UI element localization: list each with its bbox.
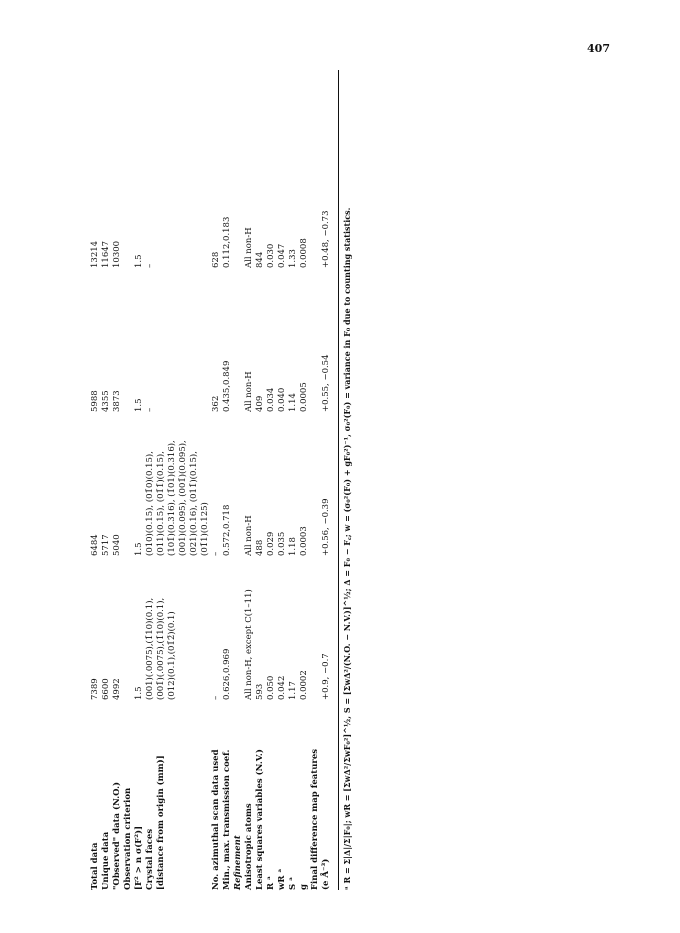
row-label: S ᵃ (288, 876, 298, 890)
row-label: No. azimuthal scan data used (211, 749, 221, 890)
table-cell: 0.0008 (299, 238, 309, 268)
table-cell (200, 570, 211, 700)
table-cell (156, 138, 167, 268)
row-label: Crystal faces (145, 828, 155, 890)
table-cell: 5040 (112, 534, 122, 556)
table-cell: 1.5 (134, 254, 144, 268)
table-cell: 10300 (112, 240, 122, 268)
row-label (189, 714, 200, 890)
row-label: Unique data (101, 831, 111, 890)
row-label: (e Å⁻³) (321, 858, 331, 890)
row-label: Final difference map features (310, 748, 320, 890)
table-cell: 593 (255, 683, 265, 700)
table-cell: 0.572,0.718 (222, 504, 232, 556)
table-cell: 5717 (101, 534, 111, 556)
table-cell: 0.0005 (299, 382, 309, 412)
table-cell: 0.047 (277, 243, 287, 268)
table-cell: 1.5 (134, 542, 144, 556)
table-cell: 0.042 (277, 675, 287, 700)
table-cell: All non-H (244, 515, 254, 556)
rotated-table (90, 70, 650, 890)
table-cell (167, 282, 178, 412)
row-label: Total data (90, 842, 100, 890)
table-cell: (001)(0.095), (001̄)(0.095), (178, 440, 188, 556)
table-cell: 4355 (101, 390, 111, 412)
table-cell: 1.5 (134, 686, 144, 700)
table-cell: 362 (211, 395, 221, 412)
table-cell: 5988 (90, 390, 100, 412)
row-label: Observation criterion (123, 787, 133, 890)
table-cell (123, 426, 134, 556)
row-label: [F² > n σ(F²)] (134, 825, 144, 890)
table-cell: – (145, 263, 155, 268)
table-cell (123, 138, 134, 268)
row-label: "Observed" data (N.O.) (112, 781, 122, 890)
row-label: Refinement (233, 835, 243, 890)
row-label: Least squares variables (N.V.) (255, 749, 265, 890)
row-label (178, 714, 189, 890)
table-cell (200, 282, 211, 412)
table-cell: 844 (255, 251, 265, 268)
table-cell: +0.55, −0.54 (321, 354, 331, 412)
table-cell: 409 (255, 395, 265, 412)
table-cell: 7389 (90, 678, 100, 700)
table-cell (310, 570, 321, 700)
table-cell (233, 282, 244, 412)
table-cell: 11647 (101, 240, 111, 268)
table-cell: (101̄)(0.316), (1̄01)(0.316), (167, 440, 177, 556)
table-cell: – (211, 695, 221, 700)
table-cell: (001)(.0075),(1̄10)(0.1), (145, 597, 155, 700)
table-cell: 488 (255, 539, 265, 556)
row-label (167, 714, 178, 890)
table-cell: 6600 (101, 678, 111, 700)
table-cell: 0.0002 (299, 670, 309, 700)
table-cell: 0.626,0.969 (222, 648, 232, 700)
row-label: Min., max. transmission coef. (222, 749, 232, 890)
table-cell: (021)(0.16), (011̄)(0.15), (189, 451, 199, 556)
data-table (90, 70, 332, 890)
row-label: wR ᵃ (277, 868, 287, 890)
table-cell: 1.5 (134, 398, 144, 412)
table-bottom-rule (338, 70, 339, 890)
table-cell: 13214 (90, 240, 100, 268)
table-cell: 1.18 (288, 537, 298, 556)
table-cell: 4992 (112, 678, 122, 700)
table-cell: (010)(0.15), (01̄0)(0.15), (145, 451, 155, 556)
table-cell: +0.48, −0.73 (321, 210, 331, 268)
table-cell: – (211, 551, 221, 556)
table-cell (178, 570, 189, 700)
table-cell: 0.029 (266, 531, 276, 556)
table-cell (310, 282, 321, 412)
table-cell: 0.0003 (299, 526, 309, 556)
table-cell (310, 426, 321, 556)
table-cell (189, 570, 200, 700)
table-cell (123, 570, 134, 700)
table-cell (233, 570, 244, 700)
table-cell: (001̄)(.0075),(1̄10)(0.1), (156, 597, 166, 700)
table-cell (178, 138, 189, 268)
table-footnote: ᵃ R = Σ|Δ|/Σ|F₀|; wR = [ΣwΔ²/ΣwF₀²]^½, S = [ΣwΔ²/(N.O. − N.V.)]^½; Δ = F₀ − F꜀; w = (σ₀²(F₀) + gF₀²)⁻¹, σ₀²(F₀) = variance in F₀ due to counting statistics. (342, 207, 352, 890)
table-cell: 1.33 (288, 249, 298, 268)
table-cell: 0.112,0.183 (222, 216, 232, 268)
table-cell: (01̄1)(0.125) (200, 502, 210, 556)
table-cell: 0.030 (266, 243, 276, 268)
table-cell: 0.040 (277, 387, 287, 412)
table-cell: (012)(0.1),(01̄2̄)(0.1) (167, 611, 177, 700)
table-cell (178, 282, 189, 412)
row-label: [distance from origin (mm)] (156, 755, 166, 890)
table-cell (310, 138, 321, 268)
row-label (200, 714, 211, 890)
table-cell (200, 138, 211, 268)
table-cell: 0.035 (277, 531, 287, 556)
table-cell: 6484 (90, 534, 100, 556)
table-cell: 0.050 (266, 675, 276, 700)
table-cell: 3873 (112, 390, 122, 412)
table-cell (189, 138, 200, 268)
table-cell (233, 138, 244, 268)
table-cell: 0.435,0.849 (222, 360, 232, 412)
table-cell: All non-H, except C(1–11) (244, 589, 254, 700)
table-cell: All non-H (244, 371, 254, 412)
table-cell: (011)(0.15), (01̄1̄)(0.15), (156, 451, 166, 556)
row-label: Anisotropic atoms (244, 803, 254, 890)
table-cell (123, 282, 134, 412)
row-label: R ᵃ (266, 876, 276, 890)
table-cell: All non-H (244, 227, 254, 268)
page-number: 407 (587, 42, 610, 55)
table-cell (167, 138, 178, 268)
table-cell: 1.14 (288, 393, 298, 412)
table-cell (156, 282, 167, 412)
table-cell: 1.17 (288, 681, 298, 700)
table-cell: +0.9, −0.7 (321, 653, 331, 700)
row-label: g (299, 884, 309, 890)
table-cell (233, 426, 244, 556)
table-cell (189, 282, 200, 412)
table-cell: +0.56, −0.39 (321, 498, 331, 556)
table-cell: – (145, 407, 155, 412)
table-cell: 628 (211, 251, 221, 268)
table-cell: 0.034 (266, 387, 276, 412)
